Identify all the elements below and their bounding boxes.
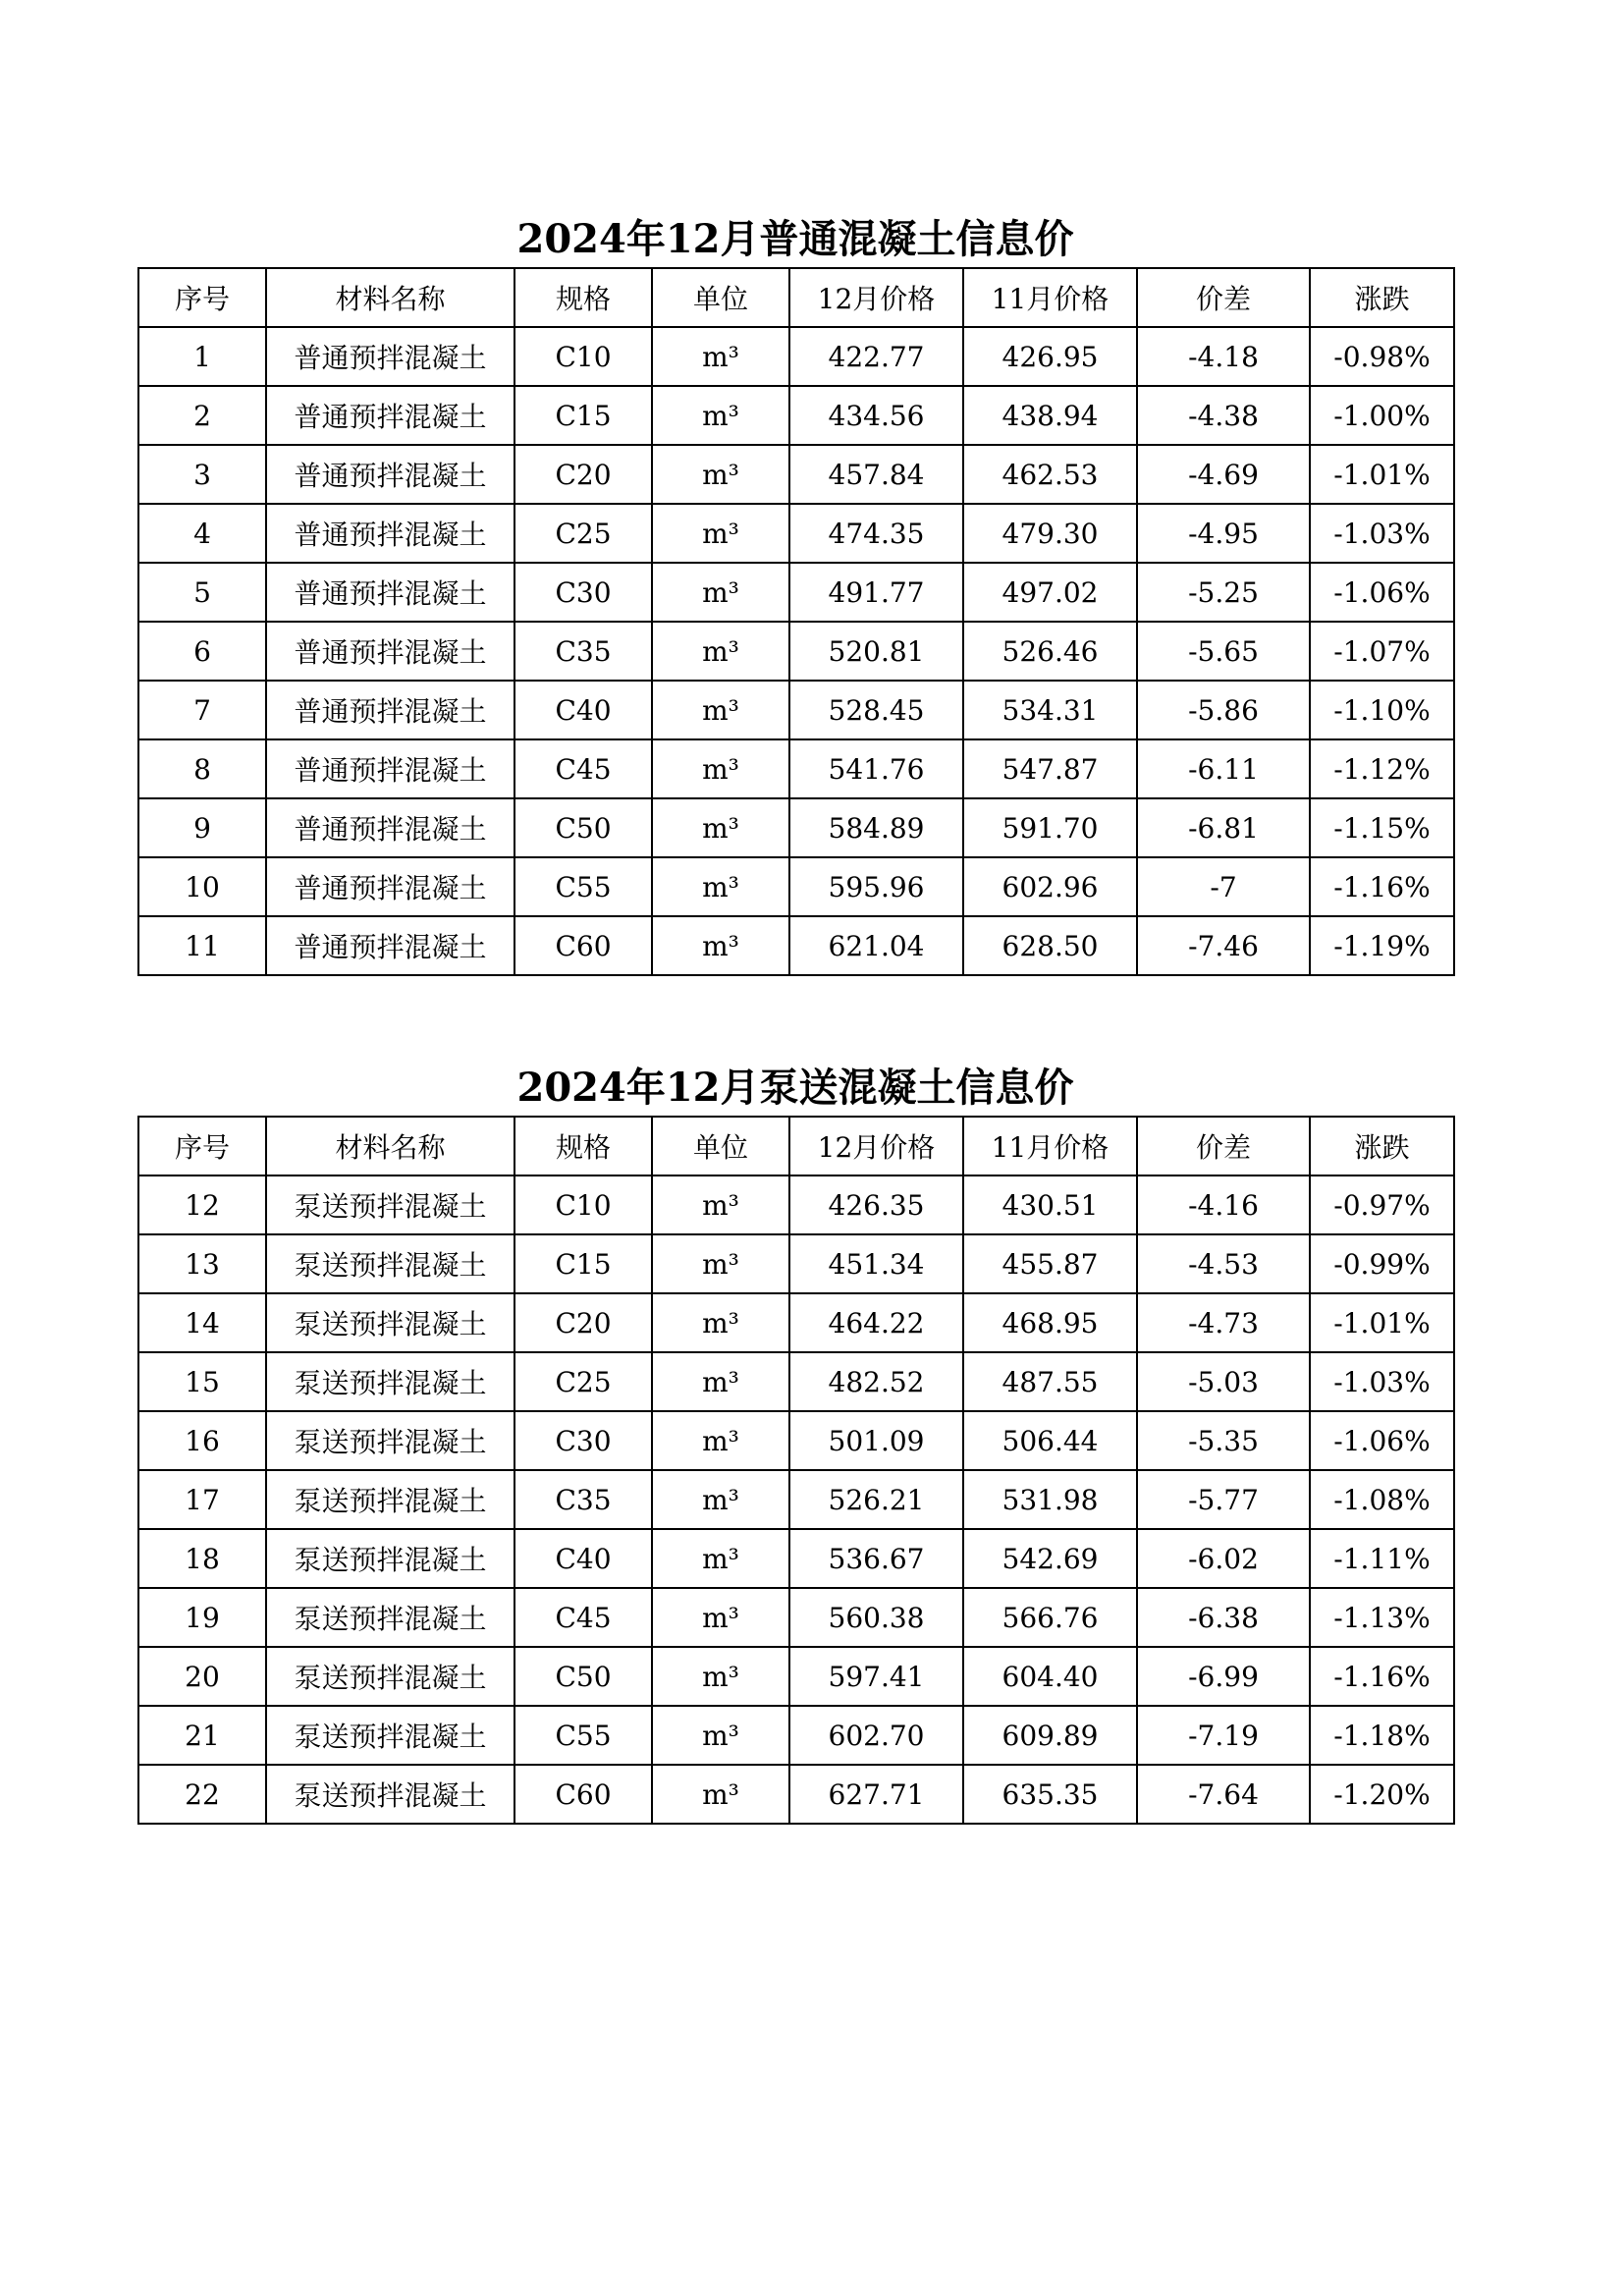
cell-material: 普通预拌混凝土 xyxy=(266,739,514,798)
ordinary-concrete-section xyxy=(137,212,1453,976)
cell-nov-price: 534.31 xyxy=(963,681,1137,739)
cell-dec-price: 464.22 xyxy=(789,1293,963,1352)
cell-index: 12 xyxy=(138,1175,266,1234)
cell-nov-price: 479.30 xyxy=(963,504,1137,563)
cell-dec-price: 451.34 xyxy=(789,1234,963,1293)
cell-diff: -6.38 xyxy=(1137,1588,1310,1647)
cell-diff: -7.19 xyxy=(1137,1706,1310,1765)
header-cell-spec: 规格 xyxy=(514,1117,652,1175)
cell-dec-price: 541.76 xyxy=(789,739,963,798)
table-row xyxy=(138,1706,1454,1765)
cell-nov-price: 487.55 xyxy=(963,1352,1137,1411)
table-row xyxy=(138,1352,1454,1411)
cell-dec-price: 520.81 xyxy=(789,622,963,681)
header-cell-dec-price: 12月价格 xyxy=(789,1117,963,1175)
cell-nov-price: 547.87 xyxy=(963,739,1137,798)
cell-index: 4 xyxy=(138,504,266,563)
header-cell-spec: 规格 xyxy=(514,268,652,327)
cell-unit: m³ xyxy=(652,739,789,798)
cell-spec: C40 xyxy=(514,681,652,739)
header-row xyxy=(138,1117,1454,1175)
cell-change: -1.06% xyxy=(1310,563,1454,622)
cell-dec-price: 457.84 xyxy=(789,445,963,504)
cell-nov-price: 468.95 xyxy=(963,1293,1137,1352)
cell-material: 普通预拌混凝土 xyxy=(266,386,514,445)
cell-material: 泵送预拌混凝土 xyxy=(266,1234,514,1293)
cell-diff: -7.64 xyxy=(1137,1765,1310,1824)
cell-dec-price: 627.71 xyxy=(789,1765,963,1824)
cell-change: -1.11% xyxy=(1310,1529,1454,1588)
cell-spec: C30 xyxy=(514,1411,652,1470)
cell-nov-price: 602.96 xyxy=(963,857,1137,916)
cell-change: -1.15% xyxy=(1310,798,1454,857)
cell-material: 泵送预拌混凝土 xyxy=(266,1352,514,1411)
table-row xyxy=(138,1411,1454,1470)
header-cell-index: 序号 xyxy=(138,268,266,327)
cell-diff: -4.73 xyxy=(1137,1293,1310,1352)
cell-unit: m³ xyxy=(652,1234,789,1293)
cell-index: 8 xyxy=(138,739,266,798)
cell-index: 5 xyxy=(138,563,266,622)
table-title: 2024年12月泵送混凝土信息价 xyxy=(516,1065,1074,1111)
cell-spec: C10 xyxy=(514,327,652,386)
cell-material: 普通预拌混凝土 xyxy=(266,681,514,739)
cell-nov-price: 628.50 xyxy=(963,916,1137,975)
cell-unit: m³ xyxy=(652,681,789,739)
cell-dec-price: 602.70 xyxy=(789,1706,963,1765)
cell-material: 泵送预拌混凝土 xyxy=(266,1765,514,1824)
cell-spec: C45 xyxy=(514,1588,652,1647)
table-row xyxy=(138,1293,1454,1352)
header-row xyxy=(138,268,1454,327)
cell-material: 普通预拌混凝土 xyxy=(266,563,514,622)
table-title: 2024年12月普通混凝土信息价 xyxy=(516,216,1074,262)
cell-spec: C20 xyxy=(514,1293,652,1352)
cell-unit: m³ xyxy=(652,445,789,504)
cell-diff: -7.46 xyxy=(1137,916,1310,975)
cell-nov-price: 531.98 xyxy=(963,1470,1137,1529)
table-row xyxy=(138,798,1454,857)
cell-diff: -4.18 xyxy=(1137,327,1310,386)
cell-material: 普通预拌混凝土 xyxy=(266,798,514,857)
cell-material: 泵送预拌混凝土 xyxy=(266,1411,514,1470)
cell-spec: C45 xyxy=(514,739,652,798)
cell-unit: m³ xyxy=(652,1175,789,1234)
cell-index: 18 xyxy=(138,1529,266,1588)
table-row xyxy=(138,1234,1454,1293)
cell-index: 21 xyxy=(138,1706,266,1765)
cell-nov-price: 438.94 xyxy=(963,386,1137,445)
cell-diff: -6.11 xyxy=(1137,739,1310,798)
cell-unit: m³ xyxy=(652,798,789,857)
header-cell-diff: 价差 xyxy=(1137,1117,1310,1175)
cell-change: -1.12% xyxy=(1310,739,1454,798)
cell-dec-price: 597.41 xyxy=(789,1647,963,1706)
header-cell-dec-price: 12月价格 xyxy=(789,268,963,327)
cell-diff: -4.16 xyxy=(1137,1175,1310,1234)
cell-spec: C55 xyxy=(514,857,652,916)
header-cell-unit: 单位 xyxy=(652,1117,789,1175)
cell-unit: m³ xyxy=(652,563,789,622)
cell-change: -1.06% xyxy=(1310,1411,1454,1470)
table-row xyxy=(138,445,1454,504)
cell-index: 17 xyxy=(138,1470,266,1529)
cell-index: 15 xyxy=(138,1352,266,1411)
cell-material: 泵送预拌混凝土 xyxy=(266,1706,514,1765)
table-row xyxy=(138,1647,1454,1706)
table-body xyxy=(138,327,1454,975)
header-cell-diff: 价差 xyxy=(1137,268,1310,327)
cell-nov-price: 462.53 xyxy=(963,445,1137,504)
cell-change: -1.10% xyxy=(1310,681,1454,739)
cell-index: 11 xyxy=(138,916,266,975)
cell-dec-price: 536.67 xyxy=(789,1529,963,1588)
cell-change: -1.03% xyxy=(1310,1352,1454,1411)
cell-diff: -4.95 xyxy=(1137,504,1310,563)
cell-nov-price: 604.40 xyxy=(963,1647,1137,1706)
cell-index: 22 xyxy=(138,1765,266,1824)
cell-material: 泵送预拌混凝土 xyxy=(266,1293,514,1352)
cell-spec: C40 xyxy=(514,1529,652,1588)
cell-nov-price: 430.51 xyxy=(963,1175,1137,1234)
cell-change: -1.07% xyxy=(1310,622,1454,681)
cell-change: -1.20% xyxy=(1310,1765,1454,1824)
cell-unit: m³ xyxy=(652,1293,789,1352)
cell-diff: -7 xyxy=(1137,857,1310,916)
cell-diff: -4.38 xyxy=(1137,386,1310,445)
cell-nov-price: 609.89 xyxy=(963,1706,1137,1765)
table-row xyxy=(138,1529,1454,1588)
cell-spec: C50 xyxy=(514,798,652,857)
cell-unit: m³ xyxy=(652,1588,789,1647)
cell-change: -1.19% xyxy=(1310,916,1454,975)
table-row xyxy=(138,1175,1454,1234)
cell-diff: -6.81 xyxy=(1137,798,1310,857)
header-cell-nov-price: 11月价格 xyxy=(963,1117,1137,1175)
table-row xyxy=(138,1765,1454,1824)
cell-diff: -5.77 xyxy=(1137,1470,1310,1529)
cell-unit: m³ xyxy=(652,1529,789,1588)
cell-spec: C50 xyxy=(514,1647,652,1706)
cell-dec-price: 595.96 xyxy=(789,857,963,916)
cell-diff: -4.53 xyxy=(1137,1234,1310,1293)
cell-dec-price: 501.09 xyxy=(789,1411,963,1470)
cell-material: 普通预拌混凝土 xyxy=(266,916,514,975)
cell-nov-price: 455.87 xyxy=(963,1234,1137,1293)
cell-diff: -6.02 xyxy=(1137,1529,1310,1588)
cell-dec-price: 482.52 xyxy=(789,1352,963,1411)
cell-change: -1.08% xyxy=(1310,1470,1454,1529)
table-row xyxy=(138,386,1454,445)
table-row xyxy=(138,1588,1454,1647)
header-cell-material: 材料名称 xyxy=(266,268,514,327)
cell-dec-price: 526.21 xyxy=(789,1470,963,1529)
cell-spec: C20 xyxy=(514,445,652,504)
cell-index: 16 xyxy=(138,1411,266,1470)
table-row xyxy=(138,739,1454,798)
cell-unit: m³ xyxy=(652,386,789,445)
cell-spec: C10 xyxy=(514,1175,652,1234)
cell-index: 19 xyxy=(138,1588,266,1647)
ordinary-concrete-price-table xyxy=(137,267,1455,976)
cell-unit: m³ xyxy=(652,1470,789,1529)
cell-dec-price: 474.35 xyxy=(789,504,963,563)
cell-spec: C60 xyxy=(514,1765,652,1824)
cell-dec-price: 560.38 xyxy=(789,1588,963,1647)
cell-dec-price: 528.45 xyxy=(789,681,963,739)
header-cell-unit: 单位 xyxy=(652,268,789,327)
header-cell-change: 涨跌 xyxy=(1310,1117,1454,1175)
cell-nov-price: 591.70 xyxy=(963,798,1137,857)
table-row xyxy=(138,1470,1454,1529)
cell-change: -1.13% xyxy=(1310,1588,1454,1647)
cell-nov-price: 566.76 xyxy=(963,1588,1137,1647)
cell-index: 2 xyxy=(138,386,266,445)
cell-diff: -5.03 xyxy=(1137,1352,1310,1411)
table-row xyxy=(138,916,1454,975)
table-row xyxy=(138,327,1454,386)
cell-spec: C15 xyxy=(514,1234,652,1293)
cell-spec: C25 xyxy=(514,504,652,563)
pumped-concrete-section xyxy=(137,1061,1453,1825)
cell-index: 7 xyxy=(138,681,266,739)
cell-dec-price: 621.04 xyxy=(789,916,963,975)
cell-nov-price: 497.02 xyxy=(963,563,1137,622)
cell-index: 14 xyxy=(138,1293,266,1352)
cell-spec: C35 xyxy=(514,622,652,681)
cell-diff: -6.99 xyxy=(1137,1647,1310,1706)
cell-change: -1.03% xyxy=(1310,504,1454,563)
cell-change: -1.16% xyxy=(1310,857,1454,916)
cell-unit: m³ xyxy=(652,1352,789,1411)
cell-change: -0.97% xyxy=(1310,1175,1454,1234)
cell-change: -1.01% xyxy=(1310,445,1454,504)
cell-dec-price: 426.35 xyxy=(789,1175,963,1234)
cell-material: 普通预拌混凝土 xyxy=(266,504,514,563)
cell-change: -1.16% xyxy=(1310,1647,1454,1706)
cell-spec: C60 xyxy=(514,916,652,975)
cell-change: -0.99% xyxy=(1310,1234,1454,1293)
cell-index: 9 xyxy=(138,798,266,857)
cell-dec-price: 434.56 xyxy=(789,386,963,445)
table-body xyxy=(138,1175,1454,1824)
cell-diff: -4.69 xyxy=(1137,445,1310,504)
cell-diff: -5.86 xyxy=(1137,681,1310,739)
table-row xyxy=(138,857,1454,916)
table-row xyxy=(138,622,1454,681)
cell-material: 普通预拌混凝土 xyxy=(266,857,514,916)
cell-nov-price: 426.95 xyxy=(963,327,1137,386)
cell-change: -1.01% xyxy=(1310,1293,1454,1352)
cell-change: -1.00% xyxy=(1310,386,1454,445)
cell-nov-price: 542.69 xyxy=(963,1529,1137,1588)
header-cell-nov-price: 11月价格 xyxy=(963,268,1137,327)
table-row xyxy=(138,563,1454,622)
cell-material: 普通预拌混凝土 xyxy=(266,445,514,504)
cell-index: 6 xyxy=(138,622,266,681)
cell-index: 1 xyxy=(138,327,266,386)
cell-nov-price: 506.44 xyxy=(963,1411,1137,1470)
cell-material: 泵送预拌混凝土 xyxy=(266,1588,514,1647)
cell-unit: m³ xyxy=(652,857,789,916)
header-cell-index: 序号 xyxy=(138,1117,266,1175)
header-cell-change: 涨跌 xyxy=(1310,268,1454,327)
cell-material: 泵送预拌混凝土 xyxy=(266,1647,514,1706)
cell-diff: -5.25 xyxy=(1137,563,1310,622)
cell-index: 13 xyxy=(138,1234,266,1293)
pumped-concrete-price-table xyxy=(137,1116,1455,1825)
cell-spec: C35 xyxy=(514,1470,652,1529)
cell-material: 泵送预拌混凝土 xyxy=(266,1175,514,1234)
cell-dec-price: 422.77 xyxy=(789,327,963,386)
cell-material: 普通预拌混凝土 xyxy=(266,622,514,681)
cell-spec: C25 xyxy=(514,1352,652,1411)
cell-unit: m³ xyxy=(652,1647,789,1706)
cell-unit: m³ xyxy=(652,916,789,975)
cell-unit: m³ xyxy=(652,1706,789,1765)
cell-unit: m³ xyxy=(652,1765,789,1824)
cell-unit: m³ xyxy=(652,1411,789,1470)
cell-index: 3 xyxy=(138,445,266,504)
cell-change: -1.18% xyxy=(1310,1706,1454,1765)
cell-index: 10 xyxy=(138,857,266,916)
cell-spec: C30 xyxy=(514,563,652,622)
cell-spec: C55 xyxy=(514,1706,652,1765)
cell-material: 普通预拌混凝土 xyxy=(266,327,514,386)
cell-unit: m³ xyxy=(652,504,789,563)
header-cell-material: 材料名称 xyxy=(266,1117,514,1175)
table-row xyxy=(138,504,1454,563)
cell-unit: m³ xyxy=(652,327,789,386)
table-row xyxy=(138,681,1454,739)
cell-nov-price: 635.35 xyxy=(963,1765,1137,1824)
cell-spec: C15 xyxy=(514,386,652,445)
cell-nov-price: 526.46 xyxy=(963,622,1137,681)
cell-index: 20 xyxy=(138,1647,266,1706)
cell-material: 泵送预拌混凝土 xyxy=(266,1529,514,1588)
cell-unit: m³ xyxy=(652,622,789,681)
cell-dec-price: 584.89 xyxy=(789,798,963,857)
cell-material: 泵送预拌混凝土 xyxy=(266,1470,514,1529)
cell-diff: -5.65 xyxy=(1137,622,1310,681)
cell-dec-price: 491.77 xyxy=(789,563,963,622)
cell-change: -0.98% xyxy=(1310,327,1454,386)
cell-diff: -5.35 xyxy=(1137,1411,1310,1470)
